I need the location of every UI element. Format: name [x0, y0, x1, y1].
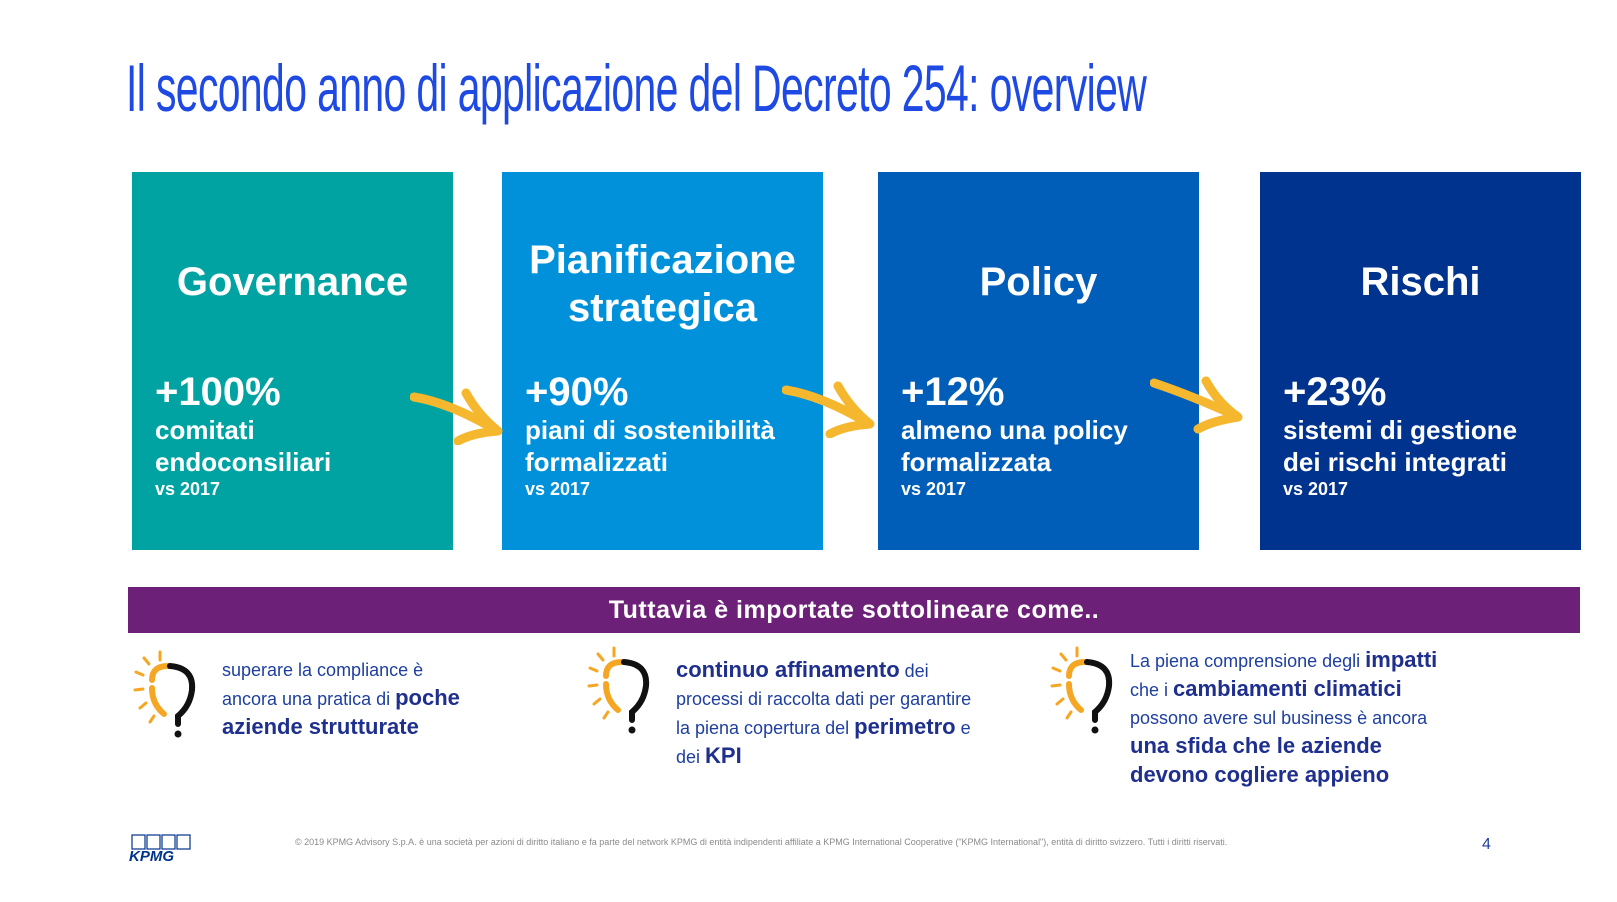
card-stat: +23%	[1283, 370, 1387, 414]
kpmg-logo	[129, 834, 195, 864]
card-description: almeno una policy formalizzata	[901, 415, 1128, 477]
copyright-text: © 2019 KPMG Advisory S.p.A. è una società per azioni di diritto italiano e fa parte del network KPMG di entità indipendenti affiliate a KPMG International Cooperative ("KPMG International"), entità di diritto svizzero. Tutti i diritti riservati.	[295, 837, 1228, 847]
card-comparison: vs 2017	[901, 479, 967, 499]
card-description: sistemi di gestione dei rischi integrati	[1283, 415, 1518, 477]
card-stat: +90%	[525, 370, 629, 414]
card-rischi	[1260, 172, 1581, 550]
card-stat: +100%	[155, 370, 281, 414]
banner: Tuttavia è importate sottolineare come..	[128, 587, 1580, 633]
card-title: Policy	[979, 260, 1098, 304]
lightbulb-question-icon	[586, 644, 658, 736]
card-title: Governance	[176, 260, 409, 304]
lightbulb-question-icon	[1049, 644, 1121, 736]
card-description: comitati endoconsiliari	[155, 415, 332, 477]
svg-text:KPMG: KPMG	[129, 848, 174, 864]
page-number: 4	[1482, 836, 1491, 853]
card-policy	[878, 172, 1199, 550]
tip-text-1: superare la compliance è ancora una pratica di poche aziende strutturate	[222, 660, 460, 739]
arrow-icon	[1150, 375, 1250, 435]
card-stat: +12%	[901, 370, 1005, 414]
card-comparison: vs 2017	[525, 479, 591, 499]
arrow-icon	[410, 385, 510, 445]
arrow-icon	[782, 378, 882, 438]
card-title: Pianificazione strategica	[529, 238, 796, 330]
card-governance	[132, 172, 453, 550]
card-comparison: vs 2017	[155, 479, 221, 499]
lightbulb-question-icon	[132, 648, 204, 740]
tip-text-3: La piena comprensione degli impatti che i cambiamenti climatici possono avere sul business è ancora una sfida che le aziende devono cogliere appieno	[1130, 647, 1438, 787]
slide-title: Il secondo anno di applicazione del Decreto 254: overview	[126, 51, 1147, 125]
card-title: Rischi	[1360, 260, 1481, 304]
card-comparison: vs 2017	[1283, 479, 1349, 499]
card-pianificazione-strategica	[502, 172, 823, 550]
tip-text-2: continuo affinamento dei processi di raccolta dati per garantire la piena copertura del perimetro e dei KPI	[676, 657, 972, 768]
card-description: piani di sostenibilità formalizzati	[525, 415, 775, 477]
